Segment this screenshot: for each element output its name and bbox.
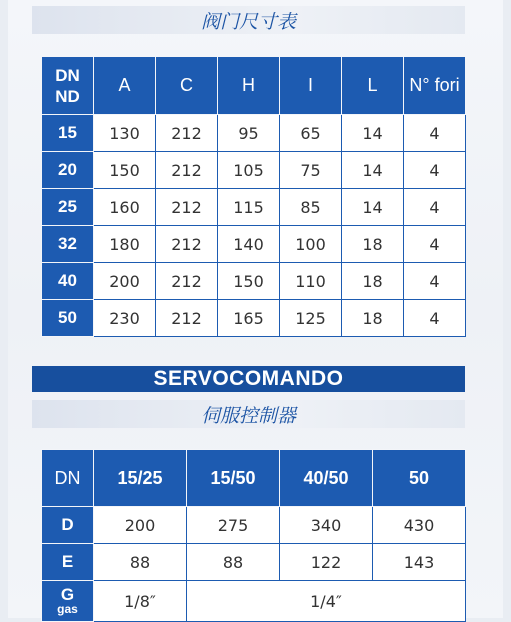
table-cell: 4 — [404, 300, 466, 337]
table-cell: 4 — [404, 152, 466, 189]
table-cell: 14 — [342, 115, 404, 152]
dimensions-title: 阀门尺寸表 — [32, 6, 465, 34]
row-header: 50 — [42, 300, 94, 337]
column-header: L — [342, 57, 404, 115]
table-cell: 150 — [94, 152, 156, 189]
table-cell: 4 — [404, 226, 466, 263]
table-cell: 200 — [94, 507, 187, 544]
table-cell: 18 — [342, 226, 404, 263]
table-cell: 130 — [94, 115, 156, 152]
table-cell: 212 — [156, 115, 218, 152]
servo-subtitle: 伺服控制器 — [32, 400, 465, 428]
table-cell: 88 — [187, 544, 280, 581]
column-header: 15/25 — [94, 450, 187, 507]
table-row — [42, 263, 466, 300]
row-header — [42, 581, 94, 622]
table-cell: 65 — [280, 115, 342, 152]
servo-section-title: SERVOCOMANDO — [32, 366, 465, 392]
table-row — [42, 300, 466, 337]
column-header: 15/50 — [187, 450, 280, 507]
table-cell: 85 — [280, 189, 342, 226]
row-header-sublabel: gas — [57, 602, 78, 616]
table-cell: 150 — [218, 263, 280, 300]
table-cell: 14 — [342, 152, 404, 189]
column-header: 40/50 — [280, 450, 373, 507]
table-cell: 275 — [187, 507, 280, 544]
table-row — [42, 189, 466, 226]
table-row — [42, 581, 466, 622]
row-header: 20 — [42, 152, 94, 189]
dn-header — [42, 57, 94, 115]
row-header: E — [42, 544, 94, 581]
table-cell: 200 — [94, 263, 156, 300]
row-header-label: G — [60, 585, 75, 604]
table-cell: 4 — [404, 115, 466, 152]
row-header: 15 — [42, 115, 94, 152]
table-row — [42, 152, 466, 189]
table-row — [42, 544, 466, 581]
table-cell: 4 — [404, 263, 466, 300]
column-header: A — [94, 57, 156, 115]
table-cell: 180 — [94, 226, 156, 263]
table-cell: 18 — [342, 300, 404, 337]
servo-table — [41, 449, 466, 622]
column-header: N° fori — [404, 57, 466, 115]
dn-header: DN — [42, 450, 94, 507]
row-header: 32 — [42, 226, 94, 263]
table-cell: 100 — [280, 226, 342, 263]
table-cell: 212 — [156, 189, 218, 226]
table-row — [42, 507, 466, 544]
table-cell: 18 — [342, 263, 404, 300]
column-header: C — [156, 57, 218, 115]
table-cell: 340 — [280, 507, 373, 544]
column-header: I — [280, 57, 342, 115]
dimensions-table — [41, 56, 466, 337]
table-cell: 160 — [94, 189, 156, 226]
servo-header-row — [42, 450, 466, 507]
table-cell: 110 — [280, 263, 342, 300]
table-cell: 88 — [94, 544, 187, 581]
table-cell: 212 — [156, 152, 218, 189]
table-cell: 1/8″ — [94, 581, 187, 622]
table-cell: 430 — [373, 507, 466, 544]
table-cell: 125 — [280, 300, 342, 337]
table-row — [42, 115, 466, 152]
table-cell: 122 — [280, 544, 373, 581]
column-header: 50 — [373, 450, 466, 507]
table-cell: 14 — [342, 189, 404, 226]
table-cell: 143 — [373, 544, 466, 581]
datasheet-page — [8, 0, 503, 618]
table-cell: 105 — [218, 152, 280, 189]
row-header: 40 — [42, 263, 94, 300]
table-cell: 212 — [156, 300, 218, 337]
table-cell: 1/4″ — [187, 581, 466, 622]
table-cell: 212 — [156, 263, 218, 300]
table-cell: 140 — [218, 226, 280, 263]
table-row — [42, 226, 466, 263]
table-cell: 165 — [218, 300, 280, 337]
dn-header-top: DN — [55, 65, 80, 85]
column-header: H — [218, 57, 280, 115]
table-cell: 115 — [218, 189, 280, 226]
row-header: D — [42, 507, 94, 544]
table-cell: 75 — [280, 152, 342, 189]
table-cell: 95 — [218, 115, 280, 152]
table-cell: 212 — [156, 226, 218, 263]
row-header: 25 — [42, 189, 94, 226]
table-cell: 230 — [94, 300, 156, 337]
dimensions-header-row — [42, 57, 466, 115]
table-cell: 4 — [404, 189, 466, 226]
dn-header-bottom: ND — [55, 86, 80, 106]
